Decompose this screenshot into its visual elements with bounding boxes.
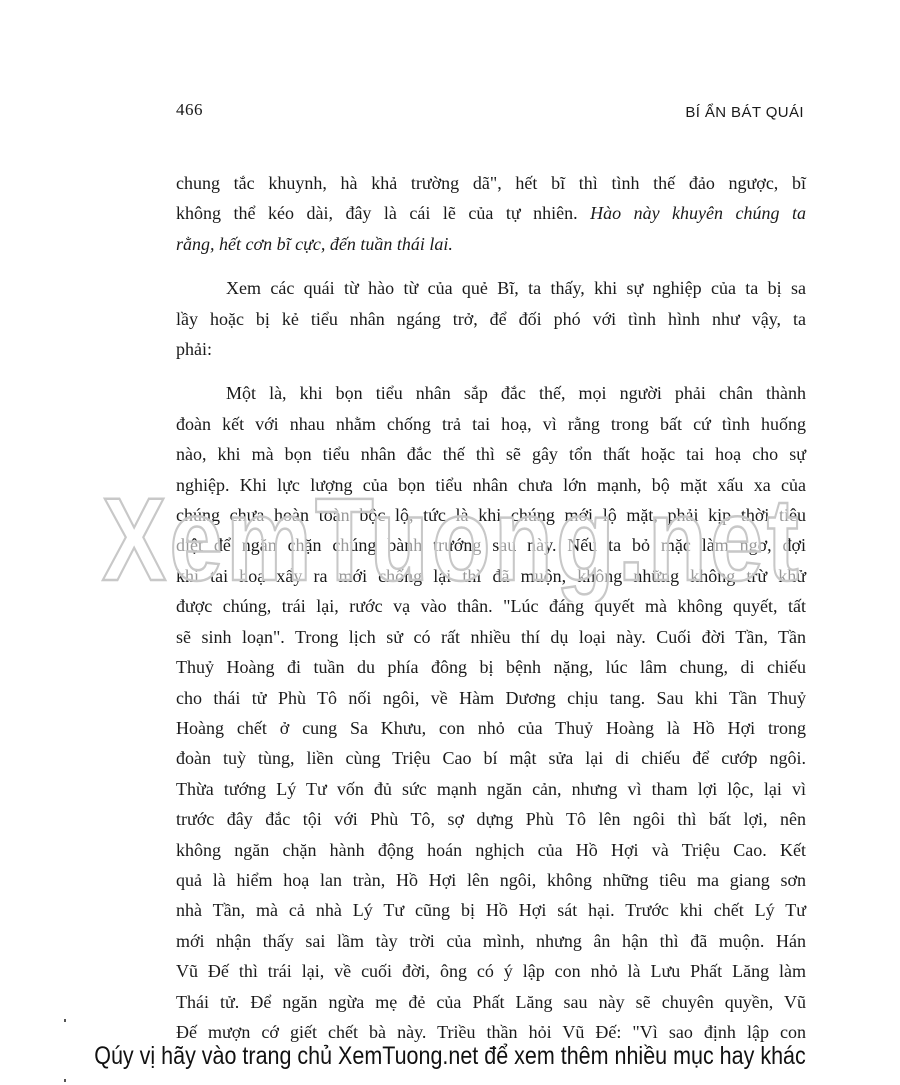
text-line: đoàn kết với nhau nhằm chống trả tai hoạ, vì rằng trong bất cứ tình huống	[176, 413, 806, 434]
footer-text: Qúy vị hãy vào trang chủ	[94, 1042, 339, 1070]
text-line: Thái tử. Để ngăn ngừa mẹ đẻ của Phất Lăng sau này sẽ chuyên quyền, Vũ	[176, 991, 806, 1012]
text-line: được chúng, trái lại, rước vạ vào thân. "Lúc đáng quyết mà không quyết, tất	[176, 596, 806, 617]
watermark-text: XemTuong.net	[102, 482, 802, 602]
paragraph-1	[176, 168, 806, 259]
text-line: trước đây đắc tội với Phù Tô, sợ dựng Phù Tô lên ngôi thì bất lợi, nên	[176, 809, 806, 830]
text-line: Một là, khi bọn tiểu nhân sắp đắc thế, mọi người phải chân thành	[226, 383, 806, 404]
text-line: Thừa tướng Lý Tư vốn đủ sức mạnh ngăn cản, nhưng vì tham lợi lộc, lại vì	[176, 778, 806, 799]
paragraph-3	[176, 378, 806, 1047]
text-line: Thuỷ Hoàng đi tuần du phía đông bị bệnh nặng, lúc lâm chung, di chiếu	[176, 657, 806, 678]
footer-link[interactable]: XemTuong.net	[338, 1042, 479, 1070]
text-line: rằng, hết cơn bĩ cực, đến tuần thái lai.	[176, 233, 453, 254]
scan-speck	[64, 1079, 66, 1082]
text-line: cho thái tử Phù Tô nối ngôi, về Hàm Dương chịu tang. Sau khi Tần Thuỷ	[176, 687, 806, 708]
body-text	[176, 168, 806, 1047]
footer-text: để xem thêm nhiều mục hay khác	[478, 1042, 806, 1070]
footer-note	[63, 1042, 837, 1071]
text-line: chúng chưa hoàn toàn bộc lộ, tức là khi chúng mới lộ mặt, phải kịp thời tiêu	[176, 505, 806, 526]
text-line: sẽ sinh loạn". Trong lịch sử có rất nhiều thí dụ loại này. Cuối đời Tần, Tần	[176, 626, 806, 647]
text-line: nhà Tần, mà cả nhà Lý Tư cũng bị Hồ Hợi sát hại. Trước khi chết Lý Tư	[176, 900, 806, 921]
text-line: nào, khi mà bọn tiểu nhân đắc thế thì sẽ gây tổn thất hoặc tai hoạ cho sự	[176, 444, 806, 465]
text-line: đoàn tuỳ tùng, liền cùng Triệu Cao bí mật sửa lại di chiếu để cướp ngôi.	[176, 748, 806, 769]
text-line: không ngăn chặn hành động hoán nghịch của Hồ Hợi và Triệu Cao. Kết	[176, 839, 806, 860]
text-line: mới nhận thấy sai lầm tày trời của mình, nhưng ân hận thì đã muộn. Hán	[176, 930, 806, 951]
text-line	[176, 198, 806, 228]
text-line: khi tai hoạ xẩy ra mới chống lại thì đã muộn, không những không trừ khử	[176, 565, 806, 586]
text-line: diệt để ngăn chặn chúng bành trướng sau này. Nếu ta bỏ mặc làm ngơ, đợi	[176, 535, 806, 556]
text-line: lầy hoặc bị kẻ tiểu nhân ngáng trở, để đối phó với tình hình như vậy, ta	[176, 308, 806, 329]
paragraph-2	[176, 273, 806, 364]
scan-speck	[64, 1019, 66, 1022]
text-line: Vũ Đế thì trái lại, về cuối đời, ông có ý lập con nhỏ là Lưu Phất Lăng làm	[176, 961, 806, 982]
italic-segment: Hào này khuyên chúng ta	[590, 203, 806, 224]
text-segment: không thể kéo dài, đây là cái lẽ của tự nhiên.	[176, 203, 578, 224]
page-number: 466	[176, 100, 203, 119]
text-line: chung tắc khuynh, hà khả trường dã", hết bĩ thì tình thế đảo ngược, bĩ	[176, 173, 806, 193]
running-title: BÍ ẨN BÁT QUÁI	[685, 104, 804, 121]
text-line: Đế mượn cớ giết chết bà này. Triều thần hỏi Vũ Đế: "Vì sao định lập con	[176, 1021, 806, 1042]
text-line: phải:	[176, 339, 212, 360]
text-line: Xem các quái từ hào từ của quẻ Bĩ, ta thấy, khi sự nghiệp của ta bị sa	[226, 278, 806, 299]
text-line: quả là hiểm hoạ lan tràn, Hồ Hợi lên ngôi, không những tiêu ma giang sơn	[176, 869, 806, 890]
text-line: Hoàng chết ở cung Sa Khưu, con nhỏ của Thuỷ Hoàng là Hồ Hợi trong	[176, 717, 806, 738]
text-line: nghiệp. Khi lực lượng của bọn tiểu nhân chưa lớn mạnh, bộ mặt xấu xa của	[176, 474, 806, 495]
